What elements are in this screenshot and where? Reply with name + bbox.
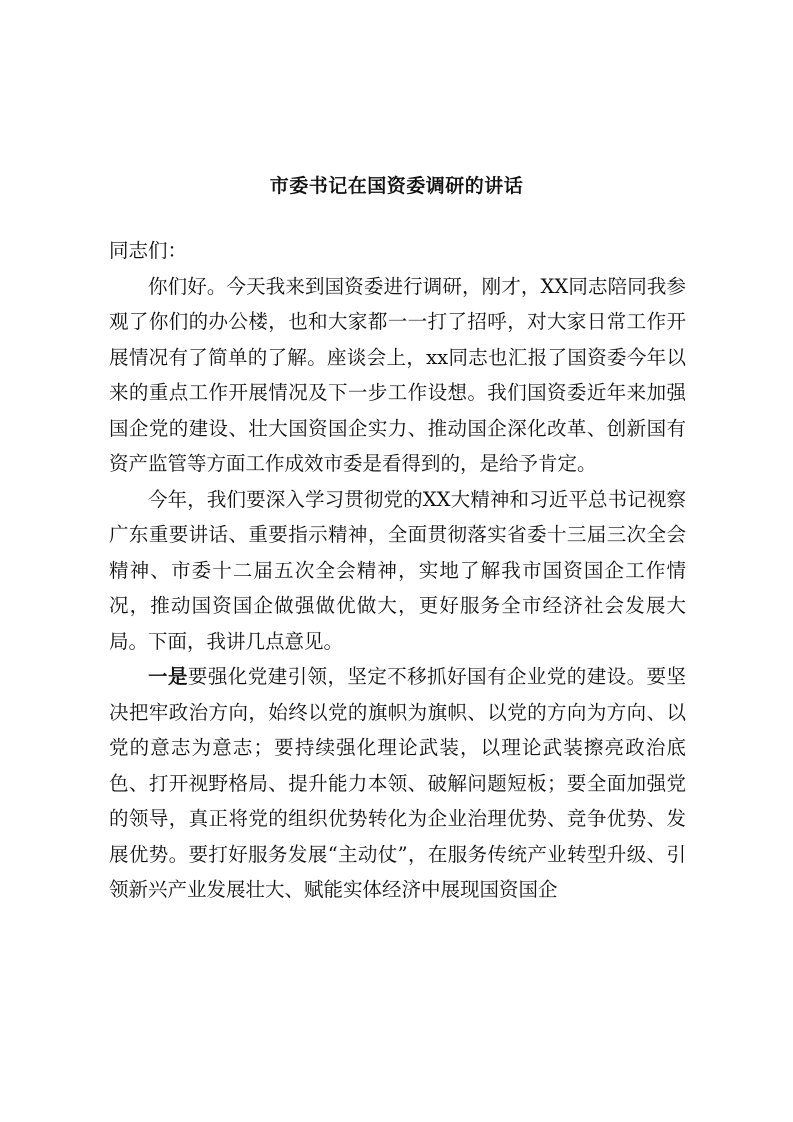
salutation: 同志们： bbox=[109, 239, 188, 262]
document-body bbox=[109, 233, 686, 908]
paragraph-text: 今年，我们要深入学习贯彻党的XX大精神和习近平总书记视察广东重要讲话、重要指示精神，全面贯彻落实省委十三届三次全会精神、市委十二届五次全会精神，实地了解我市国资国企工作情况，推动国资国企做强做优做大，更好服务全市经济社会发展大局。下面，我讲几点意见。 bbox=[109, 487, 686, 653]
paragraph-text: 你们好。今天我来到国资委进行调研，刚才，XX同志陪同我参观了你们的办公楼，也和大家都一一打了招呼，对大家日常工作开展情况有了简单的了解。座谈会上，xx同志也汇报了国资委今年以来的重点工作开展情况及下一步工作设想。我们国资委近年来加强国企党的建设、壮大国资国企实力、推动国企深化改革、创新国有资产监管等方面工作成效市委是看得到的，是给予肯定。 bbox=[109, 274, 686, 475]
paragraph-lead: 一是 bbox=[148, 665, 188, 688]
paragraph-text: 要强化党建引领，坚定不移抓好国有企业党的建设。要坚决把牢政治方向，始终以党的旗帜为旗帜、以党的方向为方向、以党的意志为意志；要持续强化理论武装，以理论武装擦亮政治底色、打开视野格局、提升能力本领、破解问题短板；要全面加强党的领导，真正将党的组织优势转化为企业治理优势、竞争优势、发展优势。要打好服务发展“主动仗”，在服务传统产业转型升级、引领新兴产业发展壮大、赋能实体经济中展现国资国企 bbox=[109, 665, 686, 901]
paragraph-1 bbox=[109, 269, 686, 482]
paragraph-3 bbox=[109, 659, 686, 908]
document-title: 市委书记在国资委调研的讲话 bbox=[269, 175, 524, 197]
paragraph-2 bbox=[109, 482, 686, 660]
